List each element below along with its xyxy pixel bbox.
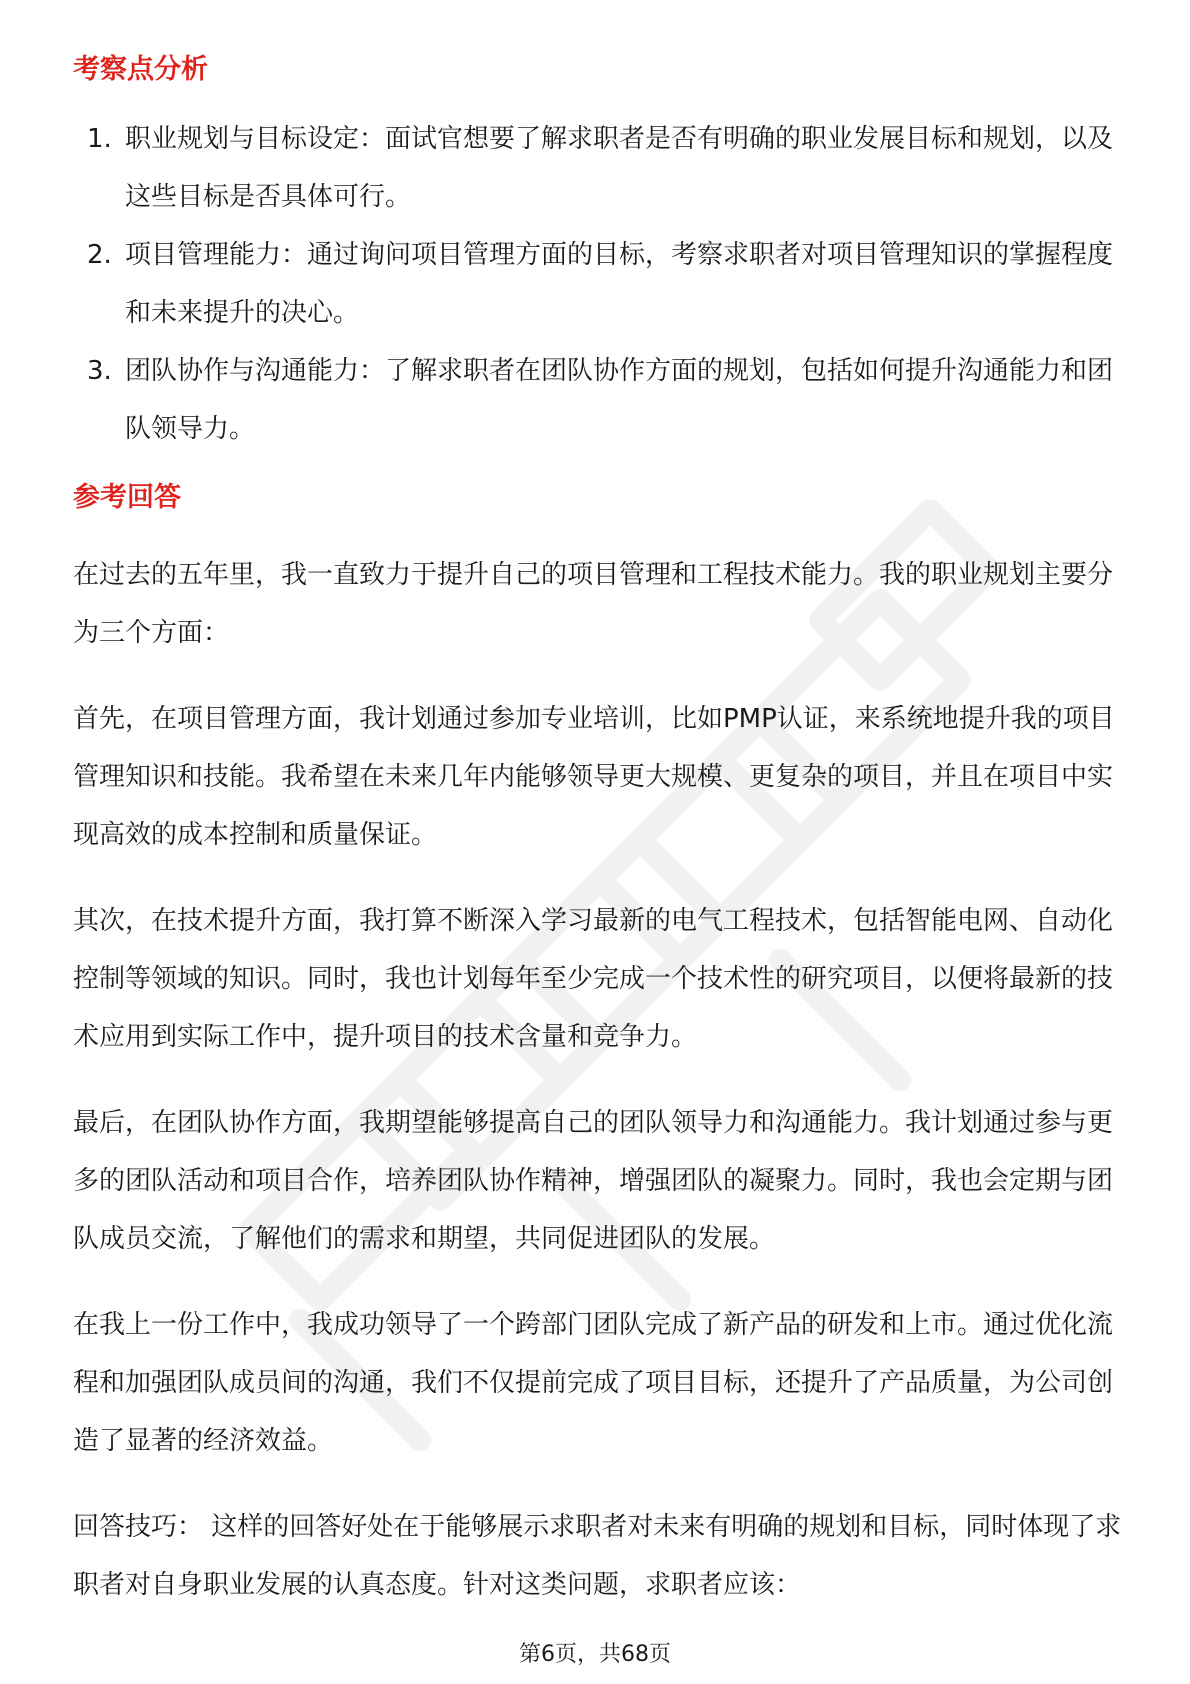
answer-paragraph: 在我上一份工作中，我成功领导了一个跨部门团队完成了新产品的研发和上市。通过优化流程和加强团队成员间的沟通，我们不仅提前完成了项目目标，还提升了产品质量，为公司创造了显著的经济效益。 [73, 1310, 1114, 1456]
list-number: 3. [87, 356, 112, 386]
answer-paragraph: 首先，在项目管理方面，我计划通过参加专业培训，比如PMP认证，来系统地提升我的项目管理知识和技能。我希望在未来几年内能够领导更大规模、更复杂的项目，并且在项目中实现高效的成本控制和质量保证。 [73, 704, 1115, 850]
answer-paragraph: 其次，在技术提升方面，我打算不断深入学习最新的电气工程技术，包括智能电网、自动化控制等领域的知识。同时，我也计划每年至少完成一个技术性的研究项目，以便将最新的技术应用到实际工作中，提升项目的技术含量和竞争力。 [73, 906, 1114, 1052]
list-item [73, 342, 1123, 458]
section-title-reference-answer: 参考回答 [73, 482, 181, 513]
list-number: 1. [87, 124, 112, 154]
section-title-analysis: 考察点分析 [73, 54, 208, 85]
list-item-text: 项目管理能力：通过询问项目管理方面的目标，考察求职者对项目管理知识的掌握程度和未来提升的决心。 [125, 240, 1114, 328]
answer-tips-paragraph: 回答技巧： 这样的回答好处在于能够展示求职者对未来有明确的规划和目标，同时体现了求职者对自身职业发展的认真态度。针对这类问题，求职者应该： [73, 1512, 1122, 1600]
analysis-list [73, 110, 1123, 458]
list-item [73, 110, 1123, 226]
answer-paragraph: 最后，在团队协作方面，我期望能够提高自己的团队领导力和沟通能力。我计划通过参与更多的团队活动和项目合作，培养团队协作精神，增强团队的凝聚力。同时，我也会定期与团队成员交流，了解他们的需求和期望，共同促进团队的发展。 [73, 1108, 1114, 1254]
document-page [73, 50, 1123, 1642]
answer-paragraph: 在过去的五年里，我一直致力于提升自己的项目管理和工程技术能力。我的职业规划主要分为三个方面： [73, 560, 1114, 648]
list-item [73, 226, 1123, 342]
list-number: 2. [87, 240, 112, 270]
list-item-text: 团队协作与沟通能力：了解求职者在团队协作方面的规划，包括如何提升沟通能力和团队领导力。 [125, 356, 1114, 444]
list-item-text: 职业规划与目标设定：面试官想要了解求职者是否有明确的职业发展目标和规划，以及这些目标是否具体可行。 [125, 124, 1114, 212]
page-number-footer: 第6页，共68页 [519, 1642, 671, 1667]
